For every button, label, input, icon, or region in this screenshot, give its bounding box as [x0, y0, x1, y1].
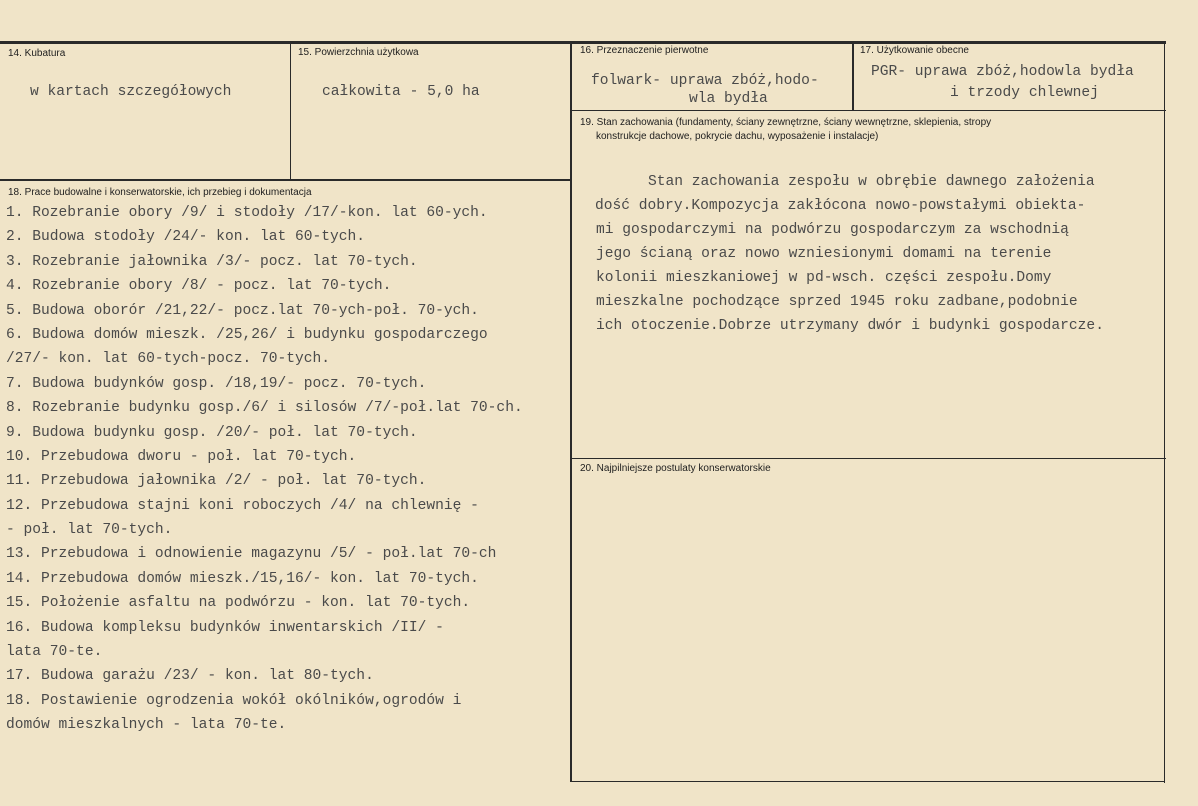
list-item: 13. Przebudowa i odnowienie magazynu /5/ - poł.lat 70-ch	[6, 546, 497, 563]
list-item: 12. Przebudowa stajni koni roboczych /4/ na chlewnię -	[6, 497, 479, 514]
list-item: 3. Rozebranie jałownika /3/- pocz. lat 70-tych.	[6, 253, 418, 270]
list-item: 14. Przebudowa domów mieszk./15,16/- kon. lat 70-tych.	[6, 570, 479, 587]
list-item: 1. Rozebranie obory /9/ i stodoły /17/-kon. lat 60-ych.	[6, 205, 488, 221]
box19-text-line: ich otoczenie.Dobrze utrzymany dwór i budynki gospodarcze.	[596, 318, 1104, 334]
bottom-rule	[571, 781, 1165, 782]
box20-label: 20. Najpilniejsze postulaty konserwatorskie	[580, 463, 771, 474]
list-item: 2. Budowa stodoły /24/- kon. lat 60-tych.	[6, 229, 366, 246]
box15-label: 15. Powierzchnia użytkowa	[298, 47, 419, 58]
rule-above-20	[571, 458, 1166, 459]
top-rule	[0, 41, 1166, 44]
box19-text-line: kolonii mieszkaniowej w pd-wsch. części zespołu.Domy	[596, 270, 1052, 286]
list-item: 8. Rozebranie budynku gosp./6/ i silosów /7/-poł.lat 70-ch.	[6, 400, 523, 417]
list-item: 11. Przebudowa jałownika /2/ - poł. lat 70-tych.	[6, 473, 427, 490]
box19-text-line: jego ścianą oraz nowo wzniesionymi domami na terenie	[596, 246, 1052, 262]
list-item: 10. Przebudowa dworu - poł. lat 70-tych.	[6, 448, 357, 465]
box18-works-list	[6, 204, 523, 741]
list-item: 16. Budowa kompleksu budynków inwentarskich /II/ -	[6, 619, 444, 636]
list-item: 5. Budowa oborór /21,22/- pocz.lat 70-ych-poł. 70-ych.	[6, 302, 479, 319]
box19-text-line: Stan zachowania zespołu w obrębie dawnego założenia	[648, 174, 1095, 190]
box16-value-line1: folwark- uprawa zbóż,hodo-	[591, 73, 819, 89]
box19-text-line: mi gospodarczymi na podwórzu gospodarczym za wschodnią	[596, 222, 1069, 238]
box19-text-line: mieszkalne pochodzące sprzed 1945 roku zadbane,podobnie	[596, 294, 1078, 310]
divider-left-right	[570, 43, 572, 782]
box14-value: w kartach szczegółowych	[30, 84, 232, 100]
box17-label: 17. Użytkowanie obecne	[860, 45, 969, 56]
box19-label-line2: konstrukcje dachowe, pokrycie dachu, wyposażenie i instalacje)	[596, 131, 879, 142]
list-item: 7. Budowa budynków gosp. /18,19/- pocz. 70-tych.	[6, 375, 427, 392]
box17-value-line2: i trzody chlewnej	[950, 85, 1099, 101]
list-item: 4. Rozebranie obory /8/ - pocz. lat 70-tych.	[6, 278, 392, 295]
box17-value-line1: PGR- uprawa zbóż,hodowla bydła	[871, 64, 1134, 80]
list-item: lata 70-te.	[6, 644, 103, 661]
list-item: - poł. lat 70-tych.	[6, 522, 173, 539]
rule-under-16-17	[571, 110, 1166, 111]
box16-label: 16. Przeznaczenie pierwotne	[580, 45, 709, 56]
rule-above-18	[0, 179, 572, 181]
list-item: 15. Położenie asfaltu na podwórzu - kon. lat 70-tych.	[6, 595, 471, 612]
list-item: domów mieszkalnych - lata 70-te.	[6, 717, 287, 734]
right-edge-rule	[1164, 43, 1165, 783]
divider-14-15	[290, 43, 291, 179]
box15-value: całkowita - 5,0 ha	[322, 84, 480, 100]
list-item: 17. Budowa garażu /23/ - kon. lat 80-tych.	[6, 668, 374, 685]
list-item: /27/- kon. lat 60-tych-pocz. 70-tych.	[6, 351, 331, 368]
list-item: 9. Budowa budynku gosp. /20/- poł. lat 70-tych.	[6, 424, 418, 441]
box19-label-line1: 19. Stan zachowania (fundamenty, ściany zewnętrzne, ściany wewnętrzne, sklepienia, stropy	[580, 117, 992, 128]
list-item: 18. Postawienie ogrodzenia wokół okólników,ogrodów i	[6, 692, 462, 709]
divider-16-17	[852, 43, 854, 111]
box14-label: 14. Kubatura	[8, 48, 66, 59]
box16-value-line2: wla bydła	[689, 91, 768, 107]
box19-text-line: dość dobry.Kompozycja zakłócona nowo-powstałymi obiekta-	[595, 198, 1086, 214]
box18-label: 18. Prace budowalne i konserwatorskie, ich przebieg i dokumentacja	[8, 187, 312, 198]
list-item: 6. Budowa domów mieszk. /25,26/ i budynku gospodarczego	[6, 326, 488, 343]
